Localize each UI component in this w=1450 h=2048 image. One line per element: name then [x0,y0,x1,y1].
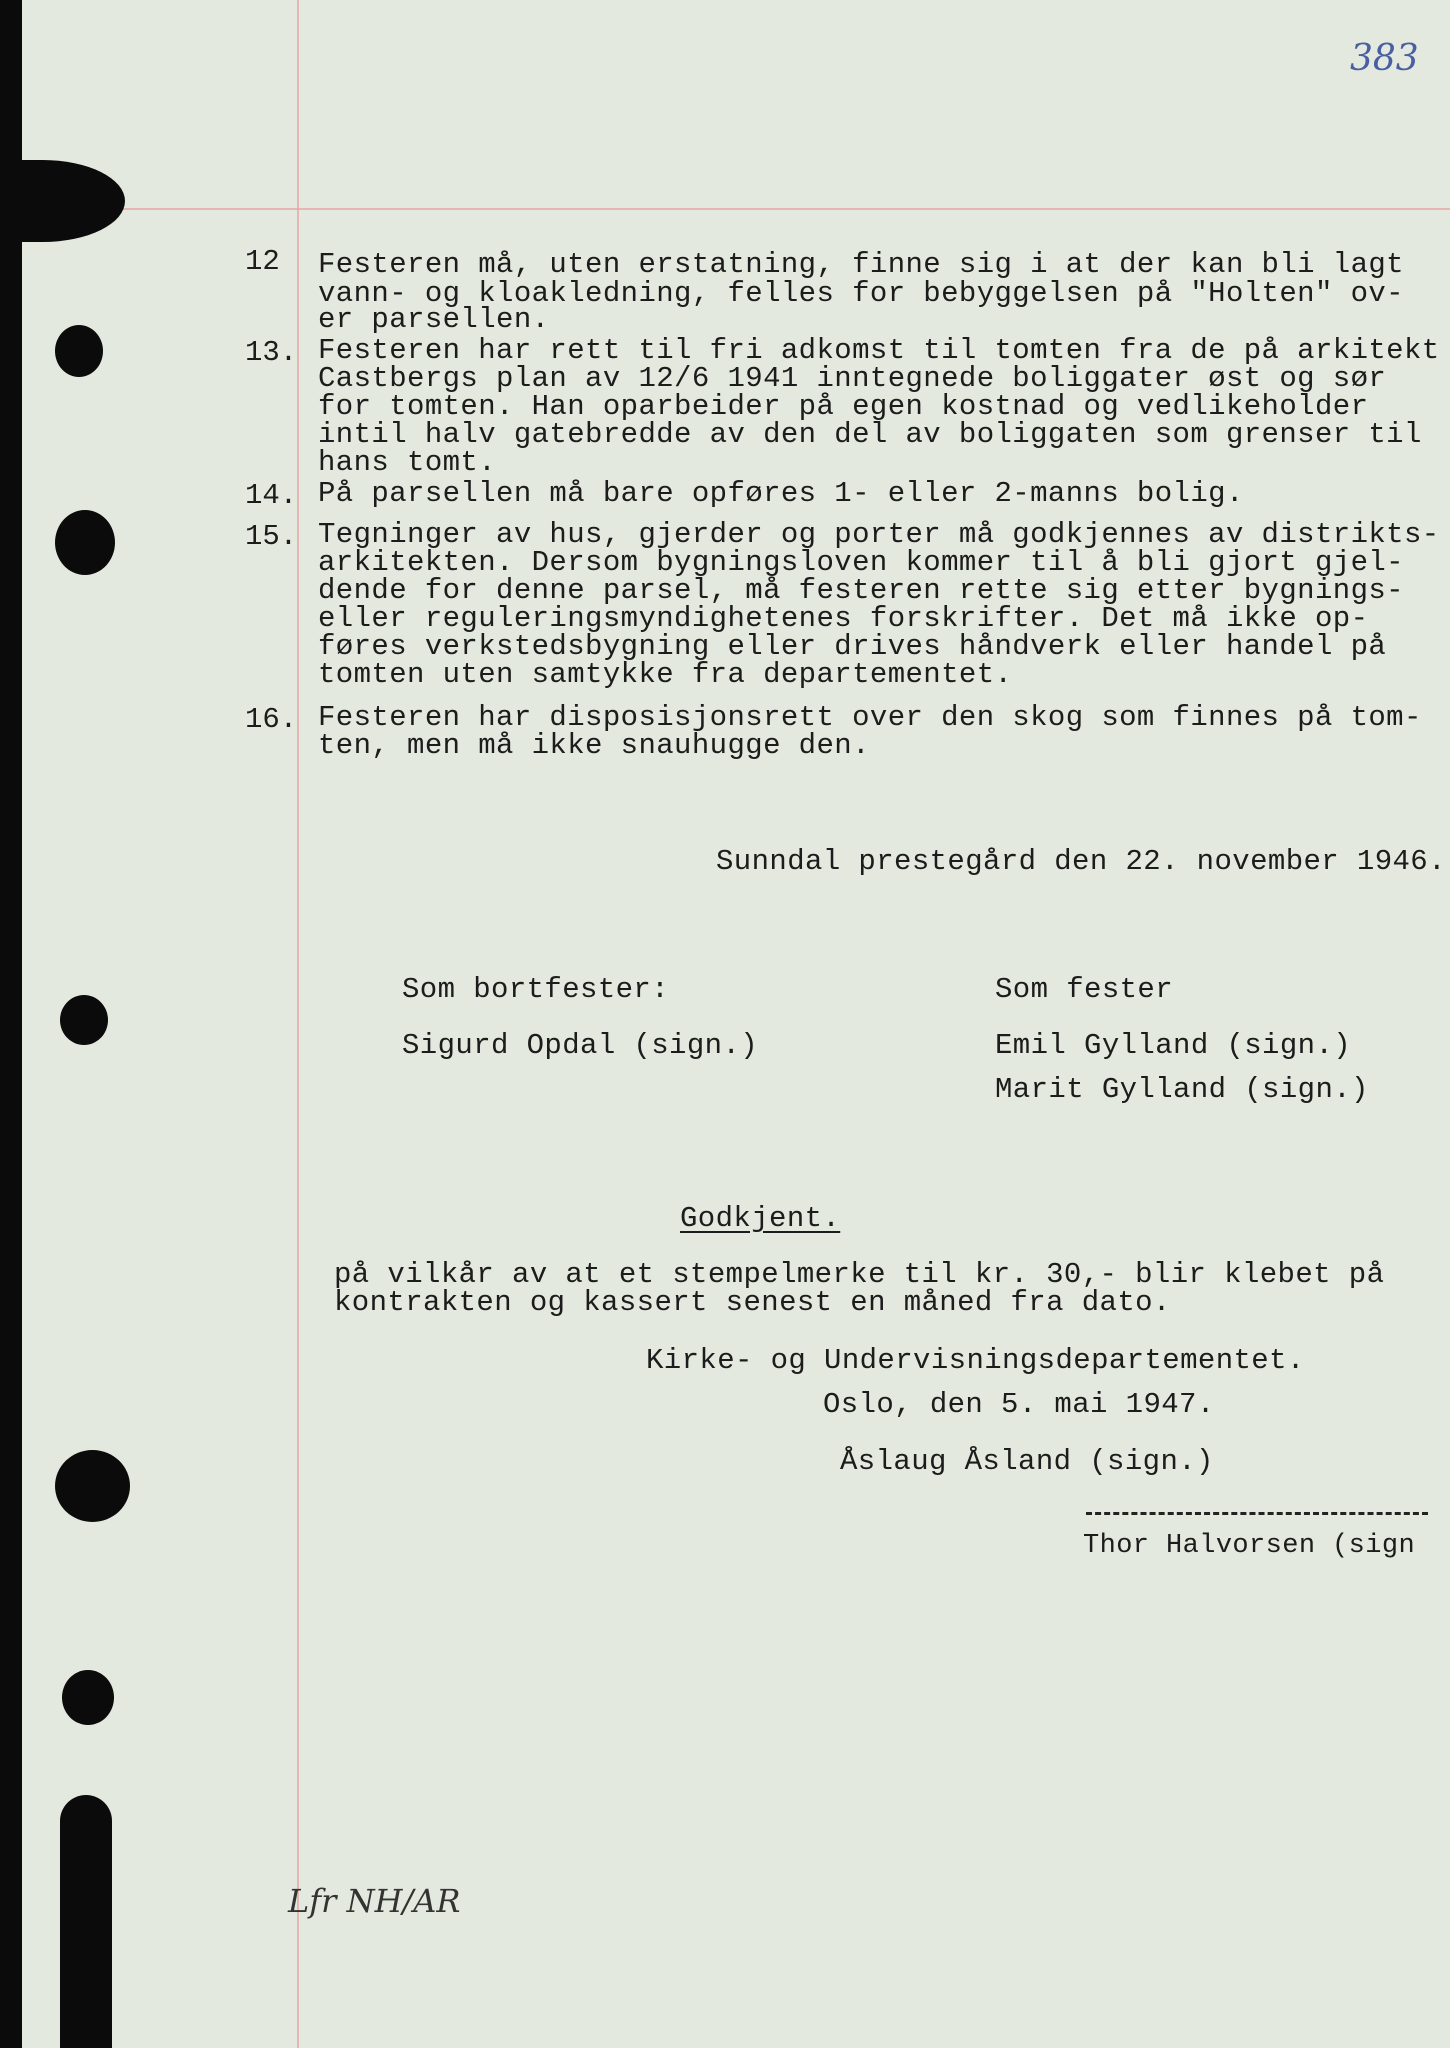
clause-line: tomten uten samtykke fra departementet. [318,658,1013,691]
margin-note: Lfr NH/AR [288,1882,461,1920]
clause-line: På parsellen må bare opføres 1- eller 2-manns bolig. [318,477,1244,510]
clause-line: hans tomt. [318,446,497,479]
countersigner: Thor Halvorsen (sign [1083,1531,1416,1561]
margin-line-vertical [297,0,299,2048]
clause-line: er parsellen. [318,303,550,336]
clause-line: føres verkstedsbygning eller drives håndverk eller handel på [318,630,1387,663]
approval-text: på vilkår av at et stempelmerke til kr. 30,- blir klebet på [334,1258,1385,1291]
clause-line: arkitekten. Dersom bygningsloven kommer til å bli gjort gjel- [318,546,1404,579]
page-number: 383 [1350,38,1419,79]
clause-line: Tegninger av hus, gjerder og porter må godkjennes av distrikts- [318,518,1440,551]
punch-hole [55,1450,130,1522]
lessee-signature-1: Emil Gylland (sign.) [995,1029,1352,1062]
department-name: Kirke- og Undervisningsdepartementet. [646,1344,1305,1377]
lessor-signature: Sigurd Opdal (sign.) [402,1029,759,1062]
approval-signer: Åslaug Åsland (sign.) [840,1445,1214,1478]
clause-line: eller reguleringsmyndighetenes forskrifter. Det må ikke op- [318,602,1369,635]
clause-line: for tomten. Han oparbeider på egen kostnad og vedlikeholder [318,390,1369,423]
punch-hole [55,325,103,377]
clause-line: Festeren har disposisjonsrett over den skog som finnes på tom- [318,701,1422,734]
clause-number: 14. [245,479,298,512]
punch-hole [60,995,108,1045]
approval-date: Oslo, den 5. mai 1947. [823,1388,1215,1421]
clause-line: intil halv gatebredde av den del av boliggaten som grenser til [318,418,1422,451]
clause-line: Castbergs plan av 12/6 1941 inntegnede boliggater øst og sør [318,362,1387,395]
clause-number: 13. [245,336,298,369]
margin-line-horizontal [0,208,1450,210]
approval-text: kontrakten og kassert senest en måned fra dato. [334,1286,1171,1319]
punch-hole [55,510,115,575]
lessee-signature-2: Marit Gylland (sign.) [995,1073,1369,1106]
clause-line: ten, men må ikke snauhugge den. [318,729,870,762]
signature-line [1086,1512,1428,1515]
approval-heading: Godkjent. [680,1202,841,1235]
clause-line: dende for denne parsel, må festeren rette sig etter bygnings- [318,574,1404,607]
lessee-label: Som fester [995,973,1174,1006]
binding-edge [0,0,22,2048]
lessor-label: Som bortfester: [402,973,670,1006]
clause-line: Festeren må, uten erstatning, finne sig i at der kan bli lagt [318,248,1404,281]
clause-number: 12 [245,245,280,278]
clause-number: 16. [245,703,298,736]
place-date: Sunndal prestegård den 22. november 1946. [716,845,1446,878]
clause-number: 15. [245,520,298,553]
binding-edge [60,1795,112,2048]
clause-line: Festeren har rett til fri adkomst til tomten fra de på arkitekt [318,334,1440,367]
clause-line: vann- og kloakledning, felles for bebyggelsen på "Holten" ov- [318,277,1404,310]
punch-hole [62,1670,114,1725]
